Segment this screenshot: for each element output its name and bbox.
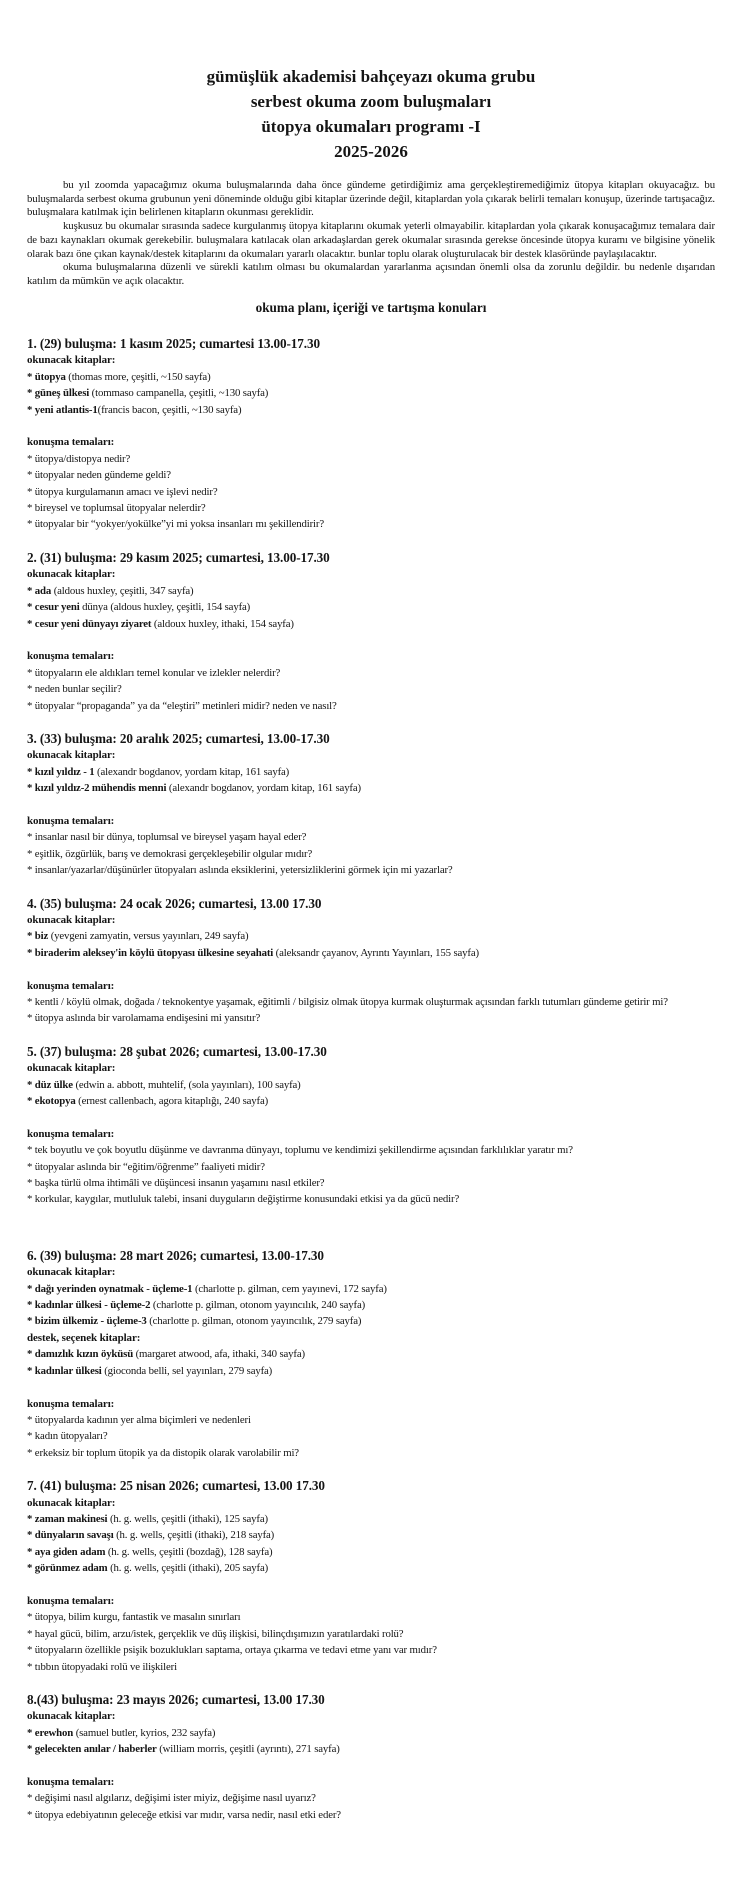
book-details: (charlotte p. gilman, otonom yayıncılık, 279 sayfa) <box>146 1315 362 1328</box>
book-title: * cesur yeni dünyayı ziyaret <box>27 617 152 630</box>
title-line-years: 2025-2026 <box>334 142 408 161</box>
book-details: (edwin a. abbott, muhtelif, (sola yayınları), 100 sayfa) <box>72 1078 301 1091</box>
meetings-list <box>27 336 715 1823</box>
book-details: (charlotte p. gilman, cem yayınevi, 172 sayfa) <box>192 1282 387 1295</box>
book-title: * kızıl yıldız - 1 <box>27 765 95 778</box>
theme-item: * ütopyalarda kadının yer alma biçimleri ve nedenleri <box>27 1413 251 1426</box>
book-title: * bizim ülkemiz - üçleme-3 <box>27 1315 147 1328</box>
book-item <box>27 764 715 780</box>
meeting-section <box>27 1248 715 1461</box>
theme-item: * bireysel ve toplumsal ütopyalar nelerdir? <box>27 502 206 515</box>
book-item <box>27 945 715 961</box>
support-books-label: destek, seçenek kitaplar: <box>27 1331 141 1344</box>
books-label: okunacak kitaplar: <box>27 568 116 581</box>
book-title: * zaman makinesi <box>27 1512 108 1525</box>
theme-item: * eşitlik, özgürlük, barış ve demokrasi gerçekleşebilir olgular mıdır? <box>27 847 313 860</box>
meeting-heading: 6. (39) buluşma: 28 mart 2026; cumartesi, 13.00-17.30 <box>27 1247 324 1263</box>
theme-item: * insanlar/yazarlar/düşünürler ütopyaları aslında eksiklerini, yetersizliklerini görmek için mi yazarlar? <box>27 864 453 877</box>
themes-label: konuşma temaları: <box>27 979 115 992</box>
meeting-section <box>27 1044 715 1208</box>
book-details: (h. g. wells, çeşitli (ithaki), 125 sayfa) <box>107 1512 268 1525</box>
book-title: * kızıl yıldız-2 mühendis menni <box>27 782 167 795</box>
title-line-group: gümüşlük akademisi bahçeyazı okuma grubu <box>206 67 536 86</box>
title-line-series: serbest okuma zoom buluşmaları <box>250 92 492 111</box>
book-title: * ada <box>27 584 52 597</box>
theme-item: * ütopyalar aslında bir “eğitim/öğrenme” faaliyeti midir? <box>27 1160 265 1173</box>
book-item <box>27 616 715 632</box>
meeting-section <box>27 1692 715 1823</box>
theme-item: * neden bunlar seçilir? <box>27 683 122 696</box>
book-item <box>27 928 715 944</box>
book-details: (aldous huxley, çeşitli, 347 sayfa) <box>51 584 194 597</box>
book-title: * erewhon <box>27 1726 74 1739</box>
book-item <box>27 1725 715 1741</box>
book-title: * dünyaların savaşı <box>27 1529 114 1542</box>
book-title: * biz <box>27 930 49 943</box>
book-title: * dağı yerinden oynatmak - üçleme-1 <box>27 1282 193 1295</box>
book-title: * gelecekten anılar / haberler <box>27 1743 157 1756</box>
books-label: okunacak kitaplar: <box>27 913 116 926</box>
meeting-section <box>27 731 715 879</box>
book-details: (samuel butler, kyrios, 232 sayfa) <box>73 1726 216 1739</box>
book-title: * cesur yeni <box>27 601 80 614</box>
book-item <box>27 369 715 385</box>
theme-item: * erkeksiz bir toplum ütopik ya da distopik olarak varolabilir mi? <box>27 1446 299 1459</box>
theme-item: * ütopya edebiyatının geleceğe etkisi var mıdır, varsa nedir, nasıl etki eder? <box>27 1808 341 1821</box>
book-details: (alexandr bogdanov, yordam kitap, 161 sayfa) <box>94 765 290 778</box>
theme-item: * kadın ütopyaları? <box>27 1430 108 1443</box>
book-title: * kadınlar ülkesi <box>27 1364 102 1377</box>
book-title: * ekotopya <box>27 1095 76 1108</box>
plan-heading: okuma planı, içeriği ve tartışma konuları <box>255 299 487 315</box>
meeting-section <box>27 336 715 533</box>
document-title-block <box>27 64 715 164</box>
theme-item: * ütopyalar neden gündeme geldi? <box>27 469 171 482</box>
books-label: okunacak kitaplar: <box>27 1266 116 1279</box>
meeting-section <box>27 550 715 714</box>
book-details: (william morris, çeşitli (ayrıntı), 271 sayfa) <box>156 1743 340 1756</box>
books-label: okunacak kitaplar: <box>27 1496 116 1509</box>
book-item <box>27 1093 715 1109</box>
book-details: (aleksandr çayanov, Ayrıntı Yayınları, 155 sayfa) <box>273 946 479 959</box>
book-details: (h. g. wells, çeşitli (bozdağ), 128 sayfa) <box>105 1545 273 1558</box>
book-title: * biraderim aleksey'in köylü ütopyası ülkesine seyahati <box>27 946 274 959</box>
themes-label: konuşma temaları: <box>27 814 115 827</box>
book-item <box>27 599 715 615</box>
theme-item: * insanlar nasıl bir dünya, toplumsal ve bireysel yaşam hayal eder? <box>27 831 307 844</box>
theme-item: * ütopyalar bir “yokyer/yokülke”yi mi yoksa insanları mı şekillendirir? <box>27 518 324 531</box>
themes-label: konuşma temaları: <box>27 436 115 449</box>
book-title: * görünmez adam <box>27 1562 108 1575</box>
book-title: * kadınlar ülkesi - üçleme-2 <box>27 1299 151 1312</box>
book-details: (ernest callenbach, agora kitaplığı, 240 sayfa) <box>75 1095 269 1108</box>
meeting-heading: 2. (31) buluşma: 29 kasım 2025; cumartesi, 13.00-17.30 <box>27 549 330 565</box>
theme-item: * başka türlü olma ihtimâli ve düşüncesi insanın yaşamını nasıl etkiler? <box>27 1177 325 1190</box>
themes-label: konuşma temaları: <box>27 1127 115 1140</box>
book-details: (h. g. wells, çeşitli (ithaki), 218 sayfa) <box>113 1529 275 1542</box>
theme-item: * ütopyalar “propaganda” ya da “eleştiri” metinleri midir? neden ve nasıl? <box>27 699 337 712</box>
book-details: (margaret atwood, afa, ithaki, 340 sayfa) <box>133 1348 305 1361</box>
themes-label: konuşma temaları: <box>27 1776 115 1788</box>
book-item <box>27 583 715 599</box>
book-details: (aldoux huxley, ithaki, 154 sayfa) <box>151 617 294 630</box>
intro-paragraph: okuma buluşmalarına düzenli ve sürekli katılım olması bu okumalardan yararlanma açısından önemli olsa da zorunlu değildir. bu nedenle dışarıdan katılım da mümkün ve açık olacaktır. <box>27 261 715 287</box>
book-details: (h. g. wells, çeşitli (ithaki), 205 sayfa) <box>107 1562 269 1575</box>
book-details: (francis bacon, çeşitli, ~130 sayfa) <box>97 403 242 416</box>
books-label: okunacak kitaplar: <box>27 1710 116 1723</box>
book-item <box>27 1560 715 1576</box>
book-item <box>27 1544 715 1560</box>
book-details: (alexandr bogdanov, yordam kitap, 161 sayfa) <box>166 782 361 795</box>
meeting-heading: 5. (37) buluşma: 28 şubat 2026; cumartesi, 13.00-17.30 <box>27 1043 327 1059</box>
theme-item: * ütopyaların ele aldıkları temel konular ve izlekler nelerdir? <box>27 666 281 679</box>
book-title: * düz ülke <box>27 1078 73 1091</box>
book-details: (yevgeni zamyatin, versus yayınları, 249 sayfa) <box>48 930 249 943</box>
meeting-section <box>27 1478 715 1675</box>
theme-item: * ütopya, bilim kurgu, fantastik ve masalın sınırları <box>27 1611 241 1624</box>
book-title: * ütopya <box>27 370 66 383</box>
intro-paragraph: bu yıl zoomda yapacağımız okuma buluşmalarında daha önce gündeme getirdiğimiz ama gerçekleştiremediğimiz ütopya kitapları okuyacağız. bu buluşmalarda serbest okuma grubunun yeni döneminde olduğu gibi kitaplar üzerinde değil, kitaplardan yola çıkarak belirli temaları konuşup, üzerinde tartışacağız. buluşmalara katılmak için belirlenen kitapların okunması gereklidir. <box>27 179 715 219</box>
book-item <box>27 1313 715 1329</box>
book-item <box>27 1363 715 1379</box>
book-item <box>27 780 715 796</box>
theme-item: * ütopya/distopya nedir? <box>27 452 131 465</box>
book-details: (thomas more, çeşitli, ~150 sayfa) <box>65 370 211 383</box>
theme-item: * ütopyaların özellikle psişik bozuklukları saptama, ortaya çıkarma ve tedavi etme yanı var mıdır? <box>27 1644 437 1657</box>
book-item <box>27 1527 715 1543</box>
book-details: dünya (aldous huxley, çeşitli, 154 sayfa) <box>79 601 251 614</box>
book-item <box>27 1077 715 1093</box>
book-item <box>27 1511 715 1527</box>
meeting-heading: 1. (29) buluşma: 1 kasım 2025; cumartesi 13.00-17.30 <box>27 336 320 352</box>
book-item <box>27 1741 715 1757</box>
book-item <box>27 1346 715 1362</box>
theme-item: * ütopya kurgulamanın amacı ve işlevi nedir? <box>27 485 218 498</box>
book-details: (tommaso campanella, çeşitli, ~130 sayfa) <box>89 387 269 400</box>
title-line-program: ütopya okumaları programı -I <box>261 117 481 136</box>
theme-item: * korkular, kaygılar, mutluluk talebi, insani duyguların değiştirme konusundaki etkisi ya da gücü nedir? <box>27 1193 460 1206</box>
meeting-heading: 7. (41) buluşma: 25 nisan 2026; cumartesi, 13.00 17.30 <box>27 1478 325 1494</box>
theme-item: * ütopya aslında bir varolamama endişesini mi yansıtır? <box>27 1012 261 1025</box>
theme-item: * tıbbın ütopyadaki rolü ve ilişkileri <box>27 1660 177 1673</box>
book-title: * yeni atlantis-1 <box>27 403 98 416</box>
themes-label: konuşma temaları: <box>27 1397 115 1410</box>
books-label: okunacak kitaplar: <box>27 354 116 367</box>
book-details: (gioconda belli, sel yayınları, 279 sayfa) <box>101 1364 273 1377</box>
book-title: * aya giden adam <box>27 1545 106 1558</box>
book-title: * güneş ülkesi <box>27 387 90 400</box>
book-item <box>27 402 715 418</box>
book-item <box>27 1281 715 1297</box>
intro-section <box>27 179 715 289</box>
themes-label: konuşma temaları: <box>27 1594 115 1607</box>
book-item <box>27 1297 715 1313</box>
theme-item: * hayal gücü, bilim, arzu/istek, gerçeklik ve düş ilişkisi, bilinçdışımızın yaratılardaki rolü? <box>27 1627 404 1640</box>
book-item <box>27 385 715 401</box>
theme-item: * tek boyutlu ve çok boyutlu düşünme ve davranma dünyayı, toplumu ve kendimizi şekillendirme açısından farklılıklar yaratır mı? <box>27 1144 573 1157</box>
books-label: okunacak kitaplar: <box>27 749 116 762</box>
meeting-heading: 4. (35) buluşma: 24 ocak 2026; cumartesi, 13.00 17.30 <box>27 895 322 911</box>
book-title: * damızlık kızın öyküsü <box>27 1348 134 1361</box>
theme-item: * değişimi nasıl algılarız, değişimi ister miyiz, değişime nasıl uyarız? <box>27 1792 316 1805</box>
book-details: (charlotte p. gilman, otonom yayıncılık, 240 sayfa) <box>150 1299 366 1312</box>
meeting-section <box>27 896 715 1027</box>
theme-item: * kentli / köylü olmak, doğada / teknokentye yaşamak, eğitimli / bilgisiz olmak ütopya kurmak oluşturmak açısından farklı tutumları gündeme getirir mi? <box>27 996 668 1008</box>
intro-paragraph: kuşkusuz bu okumalar sırasında sadece kurgulanmış ütopya kitaplarını okumak yeterli olmayabilir. kitaplardan yola çıkarak konuşacağımız temalara dair de bazı kaynakları okumak gerekebilir. buluşmalara katılacak olan arkadaşlardan gerek okumalar sırasında gerekse öncesinde ütopya kuramı ve bilgisine yönelik olarak bazı öne çıkan kaynak/destek kitaplarını da okumaları yararlı olacaktır. bunlar toplu olarak oluşturulacak bir destek klasöründe paylaşılacaktır. <box>27 220 715 260</box>
meeting-heading: 3. (33) buluşma: 20 aralık 2025; cumartesi, 13.00-17.30 <box>27 730 330 746</box>
themes-label: konuşma temaları: <box>27 650 115 663</box>
books-label: okunacak kitaplar: <box>27 1062 116 1075</box>
meeting-heading: 8.(43) buluşma: 23 mayıs 2026; cumartesi, 13.00 17.30 <box>27 1691 325 1707</box>
